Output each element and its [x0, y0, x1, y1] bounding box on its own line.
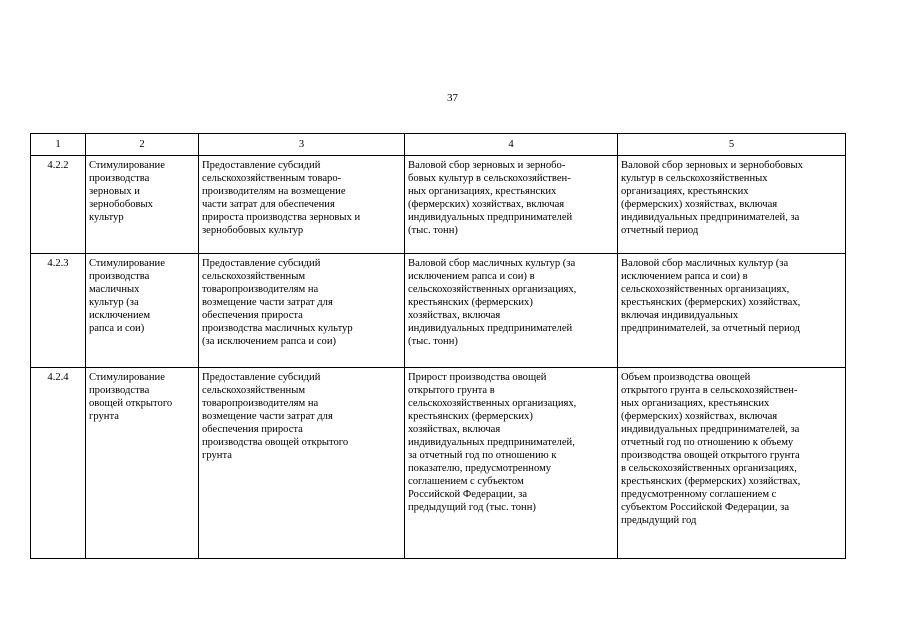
result-cell: Объем производства овощей открытого грунта в сельскохозяйствен- ных организациях, крестьянских (фермерских) хозяйствах, включая индивидуальных предпринимателей, за отчетный год по отношению к объему производства овощей открытого грунта в сельскохозяйственных организациях, крестьянских (фермерских) хозяйствах, предусмотренному соглашением с субъектом Российской Федерации, за предыдущий год [618, 368, 846, 559]
measure-cell: Предоставление субсидий сельскохозяйственным товаропроизводителям на возмещение части затрат для обеспечения прироста производства масличных культур (за исключением рапса и сои) [199, 254, 405, 368]
column-header-2: 2 [86, 134, 199, 156]
activity-name-cell: Стимулирование производства овощей открытого грунта [86, 368, 199, 559]
row-number-cell: 4.2.3 [31, 254, 86, 368]
row-number-cell: 4.2.2 [31, 156, 86, 254]
page-number: 37 [447, 92, 458, 104]
indicator-cell: Прирост производства овощей открытого грунта в сельскохозяйственных организациях, крестьянских (фермерских) хозяйствах, включая индивидуальных предпринимателей, за отчетный год по отношению к показателю, предусмотренному соглашением с субъектом Российской Федерации, за предыдущий год (тыс. тонн) [405, 368, 618, 559]
activity-name-cell: Стимулирование производства зерновых и зернобобовых культур [86, 156, 199, 254]
column-header-5: 5 [618, 134, 846, 156]
activity-name-cell: Стимулирование производства масличных культур (за исключением рапса и сои) [86, 254, 199, 368]
column-header-1: 1 [31, 134, 86, 156]
column-header-4: 4 [405, 134, 618, 156]
measure-cell: Предоставление субсидий сельскохозяйственным товаропроизводителям на возмещение части затрат для обеспечения прироста производства овощей открытого грунта [199, 368, 405, 559]
column-header-3: 3 [199, 134, 405, 156]
indicator-cell: Валовой сбор масличных культур (за исключением рапса и сои) в сельскохозяйственных организациях, крестьянских (фермерских) хозяйствах, включая индивидуальных предпринимателей (тыс. тонн) [405, 254, 618, 368]
table-header-row [31, 134, 846, 156]
measure-cell: Предоставление субсидий сельскохозяйственным товаро- производителям на возмещение части затрат для обеспечения прироста производства зерновых и зернобобовых культур [199, 156, 405, 254]
result-cell: Валовой сбор масличных культур (за исключением рапса и сои) в сельскохозяйственных организациях, крестьянских (фермерских) хозяйствах, включая индивидуальных предпринимателей, за отчетный период [618, 254, 846, 368]
result-cell: Валовой сбор зерновых и зернобобовых культур в сельскохозяйственных организациях, крестьянских (фермерских) хозяйствах, включая индивидуальных предпринимателей, за отчетный период [618, 156, 846, 254]
row-number-cell: 4.2.4 [31, 368, 86, 559]
table-row [31, 156, 846, 254]
indicator-cell: Валовой сбор зерновых и зернобо- бовых культур в сельскохозяйствен- ных организациях, крестьянских (фермерских) хозяйствах, включая индивидуальных предпринимателей (тыс. тонн) [405, 156, 618, 254]
table-row [31, 368, 846, 559]
table-row [31, 254, 846, 368]
measures-table [30, 133, 846, 559]
